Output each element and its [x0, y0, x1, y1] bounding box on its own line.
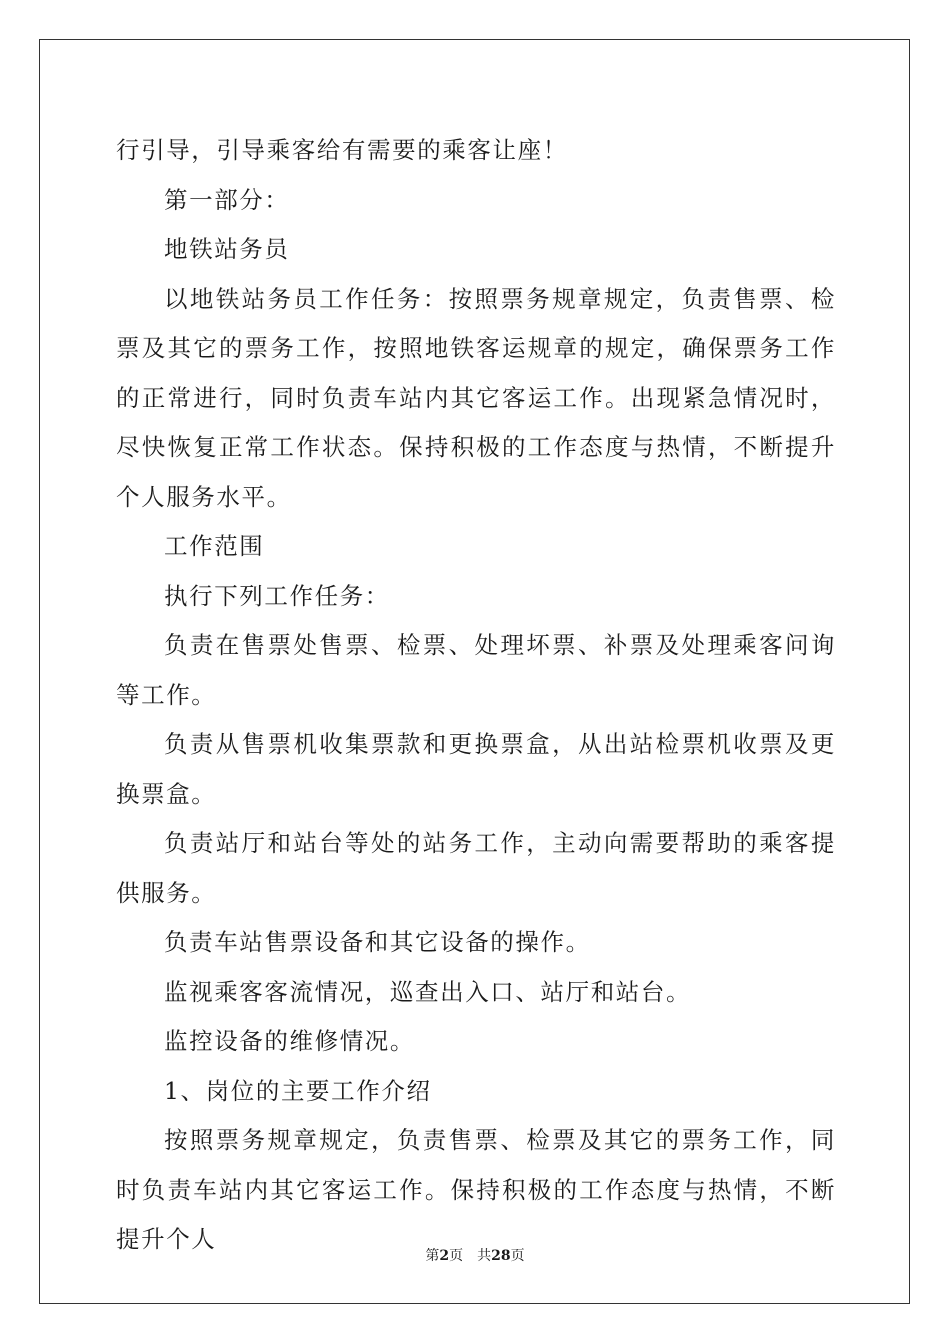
subheading-main-duties: 1、岗位的主要工作介绍 — [164, 1076, 432, 1105]
document-body — [116, 126, 836, 1265]
current-page-number: 2 — [439, 1248, 450, 1264]
total-suffix: 页 — [510, 1248, 525, 1264]
duty-item: 负责从售票机收集票款和更换票盒，从出站检票机收票及更换票盒。 — [116, 730, 836, 808]
duty-item: 负责在售票处售票、检票、处理坏票、补票及处理乘客问询等工作。 — [116, 631, 836, 709]
page-prefix: 第 — [425, 1248, 440, 1264]
page-footer — [0, 1245, 950, 1265]
paragraph-continuation: 行引导，引导乘客给有需要的乘客让座！ — [116, 136, 568, 164]
subheading-scope: 工作范围 — [164, 532, 265, 560]
paragraph-main-duties: 按照票务规章规定，负责售票、检票及其它的票务工作，同时负责车站内其它客运工作。保持积极的工作态度与热情，不断提升个人 — [116, 1126, 836, 1253]
duty-item: 监视乘客客流情况，巡查出入口、站厅和站台。 — [164, 977, 692, 1006]
page-suffix: 页 — [449, 1248, 464, 1264]
paragraph-intro: 执行下列工作任务： — [164, 581, 390, 610]
duty-item: 负责车站售票设备和其它设备的操作。 — [164, 928, 591, 956]
section-heading: 第一部分： — [164, 185, 290, 214]
duty-item: 负责站厅和站台等处的站务工作，主动向需要帮助的乘客提供服务。 — [116, 829, 836, 907]
job-title: 地铁站务员 — [164, 235, 290, 263]
total-pages-number: 28 — [491, 1248, 511, 1264]
total-prefix: 共 — [477, 1248, 492, 1264]
duty-item: 监控设备的维修情况。 — [164, 1027, 415, 1055]
paragraph-job-tasks: 以地铁站务员工作任务：按照票务规章规定，负责售票、检票及其它的票务工作，按照地铁客运规章的规定，确保票务工作的正常进行，同时负责车站内其它客运工作。出现紧急情况时，尽快恢复正常工作状态。保持积极的工作态度与热情，不断提升个人服务水平。 — [116, 284, 836, 511]
